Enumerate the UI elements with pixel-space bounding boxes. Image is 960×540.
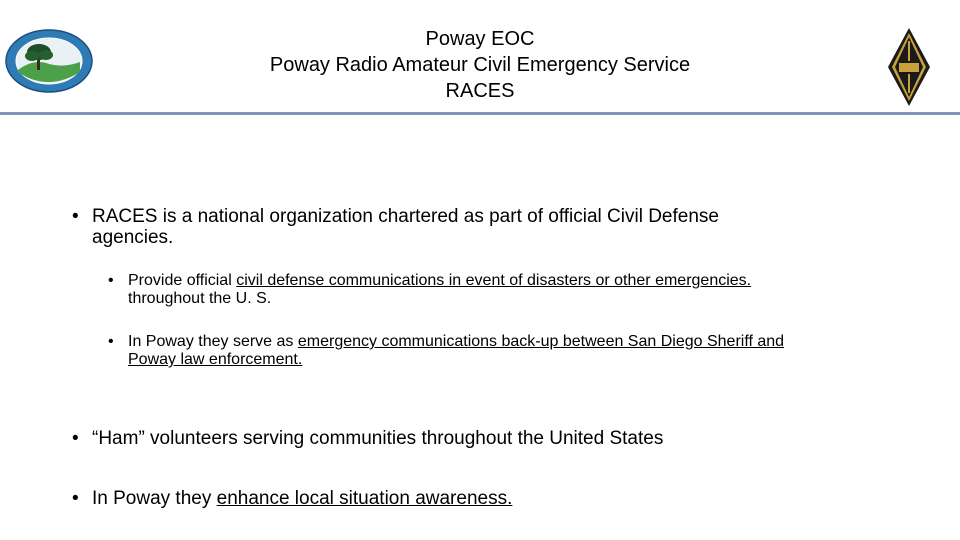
title-line-3: RACES (445, 80, 515, 102)
bullet-line-2: Poway law enforcement. (128, 351, 303, 368)
bullet-marker: • (108, 333, 114, 350)
bullet-underlined-text: enhance local situation awareness. (216, 488, 513, 509)
bullet-line-2: throughout the U. S. (128, 290, 272, 307)
bullet-plain-text: In Poway they serve as (128, 333, 298, 350)
bullet-text (92, 206, 719, 248)
bullet-plain-text: In Poway they (92, 488, 217, 509)
bullet-text (128, 333, 784, 369)
bullet-plain-text: Provide official (128, 272, 237, 289)
title-line-2: Poway Radio Amateur Civil Emergency Service (269, 54, 691, 76)
bullet-line-1: RACES is a national organization chartered as part of official Civil Defense (92, 206, 719, 227)
bullet-text (92, 488, 512, 509)
header-divider (0, 112, 960, 115)
bullet-marker: • (72, 488, 79, 509)
title-line-1: Poway EOC (425, 28, 535, 50)
bullet-marker: • (72, 428, 79, 449)
arrl-diamond-logo-icon (887, 27, 931, 107)
city-of-poway-seal-icon (4, 28, 94, 94)
bullet-text (128, 272, 751, 308)
bullet-marker: • (108, 272, 114, 289)
bullet-underlined-text: civil defense communications in event of disasters or other emergencies. (236, 272, 752, 289)
bullet-line-2: agencies. (92, 227, 174, 248)
bullet-text: “Ham” volunteers serving communities throughout the United States (92, 428, 664, 449)
bullet-underlined-text: emergency communications back-up between San Diego Sheriff and (297, 333, 785, 350)
bullet-marker: • (72, 206, 79, 227)
slide-title (160, 26, 800, 104)
